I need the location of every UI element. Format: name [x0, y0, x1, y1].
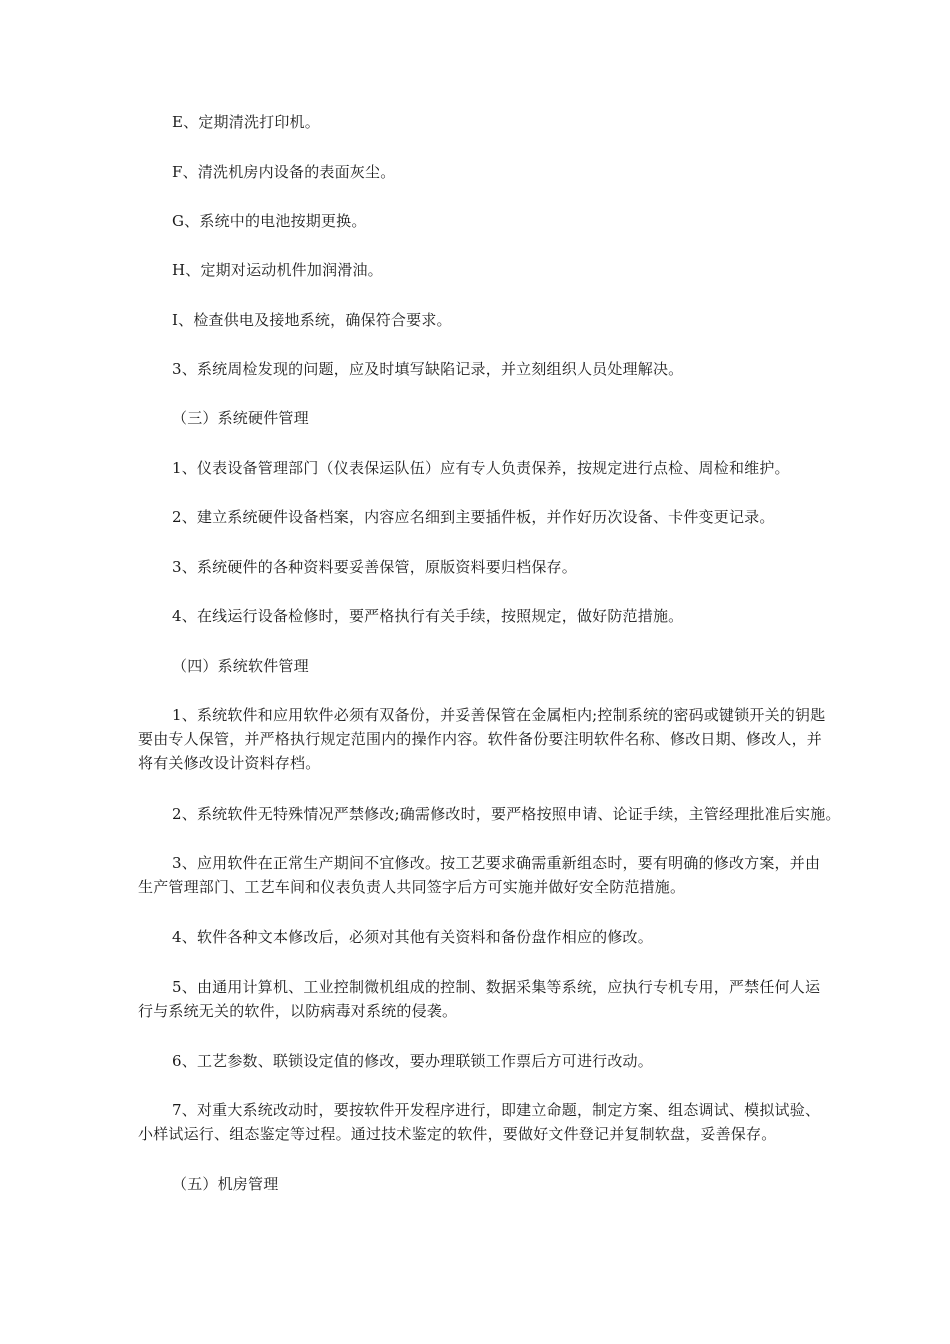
section-heading-machine-room: （五）机房管理 [172, 1175, 279, 1193]
hardware-item-4: 4、在线运行设备检修时，要严格执行有关手续，按照规定，做好防范措施。 [172, 607, 684, 625]
hardware-item-3: 3、系统硬件的各种资料要妥善保管，原版资料要归档保存。 [172, 558, 577, 576]
software-item-1 [138, 703, 838, 775]
software-item-3 [138, 851, 838, 899]
software-item-5-line: 5、由通用计算机、工业控制微机组成的控制、数据采集等系统，应执行专机专用，严禁任何人运 [172, 978, 821, 996]
software-item-4: 4、软件各种文本修改后，必须对其他有关资料和备份盘作相应的修改。 [172, 928, 653, 946]
software-item-7 [138, 1098, 838, 1146]
list-item-h: H、定期对运动机件加润滑油。 [172, 261, 383, 279]
list-item-g: G、系统中的电池按期更换。 [172, 212, 367, 230]
hardware-item-2: 2、建立系统硬件设备档案，内容应名细到主要插件板，并作好历次设备、卡件变更记录。 [172, 508, 775, 526]
software-item-7-line: 7、对重大系统改动时，要按软件开发程序进行，即建立命题，制定方案、组态调试、模拟试验、 [172, 1101, 821, 1119]
list-item-f: F、清洗机房内设备的表面灰尘。 [172, 163, 396, 181]
software-item-5-line: 行与系统无关的软件，以防病毒对系统的侵袭。 [138, 1002, 458, 1020]
section-heading-hardware: （三）系统硬件管理 [172, 409, 309, 427]
software-item-1-line: 将有关修改设计资料存档。 [138, 754, 321, 772]
software-item-6: 6、工艺参数、联锁设定值的修改，要办理联锁工作票后方可进行改动。 [172, 1052, 653, 1070]
software-item-2: 2、系统软件无特殊情况严禁修改;确需修改时，要严格按照申请、论证手续，主管经理批准后实施。 [172, 805, 841, 823]
list-item-e: E、定期清洗打印机。 [172, 113, 320, 131]
software-item-5 [138, 975, 838, 1023]
hardware-item-1: 1、仪表设备管理部门（仪表保运队伍）应有专人负责保养，按规定进行点检、周检和维护。 [172, 459, 790, 477]
software-item-3-line: 3、应用软件在正常生产期间不宜修改。按工艺要求确需重新组态时，要有明确的修改方案，并由 [172, 854, 821, 872]
list-item-i: I、检查供电及接地系统，确保符合要求。 [172, 311, 452, 329]
software-item-7-line: 小样试运行、组态鉴定等过程。通过技术鉴定的软件，要做好文件登记并复制软盘，妥善保存。 [138, 1125, 777, 1143]
software-item-3-line: 生产管理部门、工艺车间和仪表负责人共同签字后方可实施并做好安全防范措施。 [138, 878, 686, 896]
software-item-1-line: 要由专人保管，并严格执行规定范围内的操作内容。软件备份要注明软件名称、修改日期、修改人，并 [138, 730, 823, 748]
list-item-3-weekly-check: 3、系统周检发现的问题，应及时填写缺陷记录，并立刻组织人员处理解决。 [172, 360, 684, 378]
software-item-1-line: 1、系统软件和应用软件必须有双备份，并妥善保管在金属柜内;控制系统的密码或键锁开关的钥匙 [172, 706, 826, 724]
section-heading-software: （四）系统软件管理 [172, 657, 309, 675]
